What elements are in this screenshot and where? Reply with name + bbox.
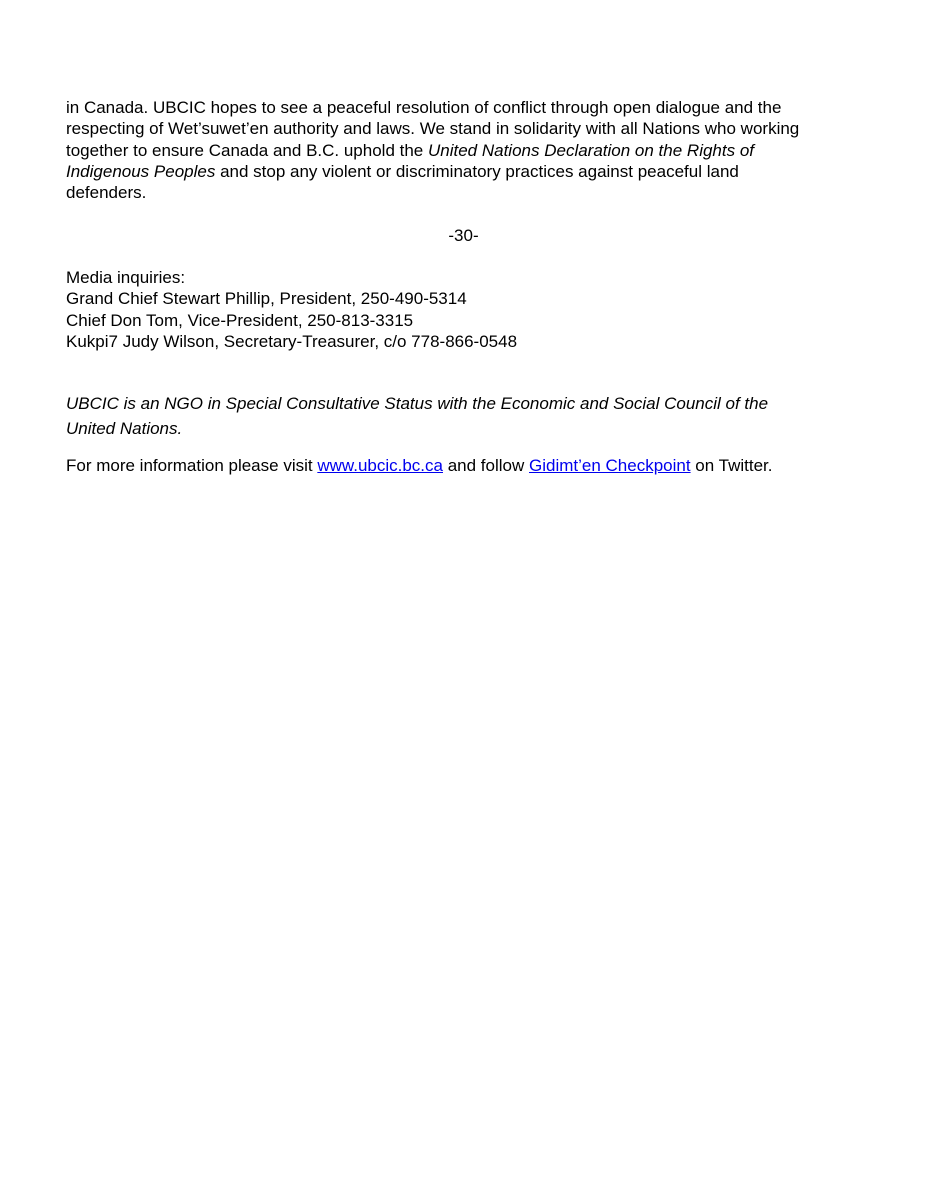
main-paragraph-line: in Canada. UBCIC hopes to see a peaceful resolution of conflict through open dialogue and the — [66, 98, 782, 117]
media-contact: Kukpi7 Judy Wilson, Secretary-Treasurer, c/o 778-866-0548 — [66, 331, 518, 351]
ngo-statement-line: UBCIC is an NGO in Special Consultative Status with the Economic and Social Council of the — [66, 394, 769, 413]
undrip-title-continued: Indigenous Peoples — [66, 161, 216, 181]
more-info-text: For more information please visit — [66, 456, 318, 475]
main-paragraph — [66, 97, 866, 203]
media-inquiries-heading: Media inquiries: — [66, 268, 186, 287]
more-info-line — [66, 455, 866, 476]
undrip-title: United Nations Declaration on the Rights of — [427, 140, 754, 160]
media-inquiries — [66, 267, 866, 352]
media-contact: Chief Don Tom, Vice-President, 250-813-3315 — [66, 310, 414, 330]
gidimten-checkpoint-link[interactable]: Gidimt’en Checkpoint — [529, 456, 691, 475]
main-paragraph-line — [66, 161, 866, 182]
main-paragraph-line: defenders. — [66, 183, 147, 203]
more-info-text: on Twitter. — [690, 456, 773, 475]
main-paragraph-line: respecting of Wet’suwet’en authority and laws. We stand in solidarity with all Nations who working — [66, 119, 800, 139]
end-of-release-mark: -30- — [448, 226, 479, 245]
main-paragraph-line — [66, 140, 866, 161]
more-info — [66, 455, 866, 476]
main-paragraph-text: and stop any violent or discriminatory practices against peaceful land — [215, 161, 739, 181]
main-paragraph-text: together to ensure Canada and B.C. uphold the — [66, 140, 428, 160]
ngo-statement — [66, 391, 866, 441]
ubcic-website-link[interactable]: www.ubcic.bc.ca — [317, 456, 443, 475]
media-contact: Grand Chief Stewart Phillip, President, 250-490-5314 — [66, 289, 467, 309]
ngo-statement-line: United Nations. — [66, 419, 183, 438]
more-info-text: and follow — [443, 456, 529, 475]
